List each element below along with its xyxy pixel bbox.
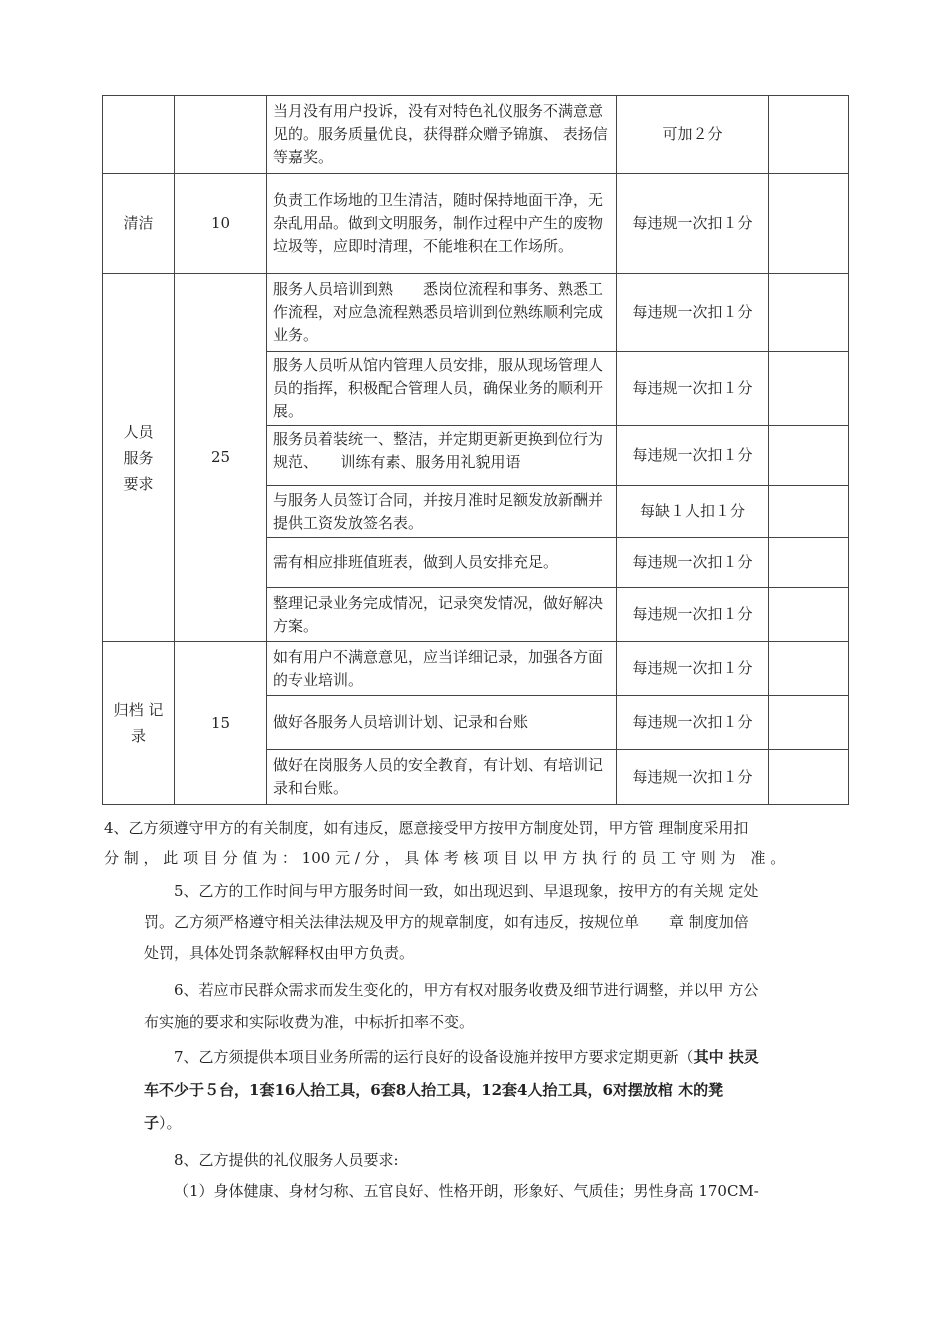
standard-cell: 每违规一次扣１分	[617, 750, 769, 805]
requirement-cell: 如有用户不满意意见，应当详细记录，加强各方面的专业培训。	[267, 642, 617, 696]
paragraph-7-end: ）。	[159, 1114, 182, 1132]
category-line: 要求	[123, 474, 154, 493]
paragraph-7-text: 7、乙方须提供本项目业务所需的运行良好的设备设施并按甲方要求定期更新（	[174, 1048, 694, 1066]
points-cell: 15	[175, 642, 267, 805]
standard-cell: 每违规一次扣１分	[617, 352, 769, 426]
remark-cell	[769, 642, 849, 696]
paragraph-7-bold-text: 其中 扶灵	[693, 1048, 759, 1066]
category-line: 服务	[123, 448, 154, 467]
remark-cell	[769, 352, 849, 426]
requirement-text: 服务员着装统一、整洁，并定期更新更换到位行为规范、 训练有素、服务用礼貌用语	[273, 429, 604, 471]
remark-cell	[769, 696, 849, 750]
remark-cell	[769, 588, 849, 642]
requirement-cell: 做好在岗服务人员的安全教育，有计划、有培训记录和台账。	[267, 750, 617, 805]
remark-cell	[769, 538, 849, 588]
paragraph-5-line3: 处罚，具体处罚条款解释权由甲方负责。	[144, 944, 415, 962]
paragraph-5-line1: 5、乙方的工作时间与甲方服务时间一致，如出现迟到、早退现象，按甲方的有关规 定处	[174, 882, 759, 900]
points-cell	[175, 96, 267, 174]
paragraph-4-line1: 4、乙方须遵守甲方的有关制度，如有违反，愿意接受甲方按甲方制度处罚，甲方管 理制度采用扣	[104, 819, 749, 837]
category-cell	[103, 96, 175, 174]
points-cell: 10	[175, 174, 267, 274]
standard-cell: 可加２分	[617, 96, 769, 174]
paragraph-7-bold-end: 子	[144, 1114, 160, 1132]
category-line: 归档 记	[113, 701, 164, 719]
paragraph-8: 8、乙方提供的礼仪服务人员要求:	[174, 1151, 399, 1169]
paragraph-5-line2: 罚。乙方须严格遵守相关法律法规及甲方的规章制度，如有违反，按规位单 章 制度加倍	[144, 913, 749, 931]
paragraph-7-line2: 车不少于５台，1套16人抬工具，6套8人抬工具，12套4人抬工具，6对摆放棺 木的凳	[144, 1081, 724, 1099]
standard-cell: 每违规一次扣１分	[617, 174, 769, 274]
requirement-cell: 需有相应排班值班表，做到人员安排充足。	[267, 538, 617, 588]
category-cell	[103, 274, 175, 642]
standard-cell: 每违规一次扣１分	[617, 538, 769, 588]
paragraph-4-line2: 分 制 ， 此 项 目 分 值 为 ： 100 元 / 分 ， 具 体 考 核 项 目 以 甲 方 执 行 的 员 工 守 则 为 准 。	[104, 849, 786, 867]
paragraph-6-line1: 6、若应市民群众需求而发生变化的，甲方有权对服务收费及细节进行调整，并以甲 方公	[174, 981, 759, 999]
standard-cell: 每违规一次扣１分	[617, 642, 769, 696]
table-row	[103, 274, 849, 352]
standard-cell: 每缺１人扣１分	[617, 486, 769, 538]
paragraph-7-line3	[144, 1108, 182, 1138]
table-row	[103, 96, 849, 174]
remark-cell	[769, 174, 849, 274]
table-row	[103, 174, 849, 274]
requirement-cell: 当月没有用户投诉，没有对特色礼仪服务不满意意见的。服务质量优良，获得群众赠予锦旗、 表扬信等嘉奖。	[267, 96, 617, 174]
requirement-cell	[267, 426, 617, 486]
standard-cell: 每违规一次扣１分	[617, 696, 769, 750]
category-cell	[103, 642, 175, 805]
remark-cell	[769, 274, 849, 352]
category-cell: 清洁	[103, 174, 175, 274]
paragraph-8-item-1: （1）身体健康、身材匀称、五官良好、性格开朗，形象好、气质佳；男性身高 170CM-	[174, 1182, 759, 1200]
requirement-cell: 做好各服务人员培训计划、记录和台账	[267, 696, 617, 750]
remark-cell	[769, 426, 849, 486]
standard-cell: 每违规一次扣１分	[617, 426, 769, 486]
requirement-cell: 负责工作场地的卫生清洁，随时保持地面干净，无杂乱用品。做到文明服务，制作过程中产生的废物垃圾等，应即时清理，不能堆积在工作场所。	[267, 174, 617, 274]
requirement-cell: 服务人员培训到熟 悉岗位流程和事务、熟悉工作流程，对应急流程熟悉员培训到位熟练顺利完成业务。	[267, 274, 617, 352]
remark-cell	[769, 96, 849, 174]
requirement-cell: 服务人员听从馆内管理人员安排，服从现场管理人员的指挥，积极配合管理人员，确保业务的顺利开展。	[267, 352, 617, 426]
category-line: 人员	[123, 422, 154, 441]
scoring-table	[102, 95, 849, 805]
requirement-cell: 整理记录业务完成情况，记录突发情况，做好解决方案。	[267, 588, 617, 642]
remark-cell	[769, 486, 849, 538]
category-line: 录	[130, 727, 146, 745]
requirement-cell: 与服务人员签订合同，并按月准时足额发放新酬并提供工资发放签名表。	[267, 486, 617, 538]
table-row	[103, 642, 849, 696]
paragraph-6-line2: 布实施的要求和实际收费为准，中标折扣率不变。	[144, 1013, 475, 1031]
standard-cell: 每违规一次扣１分	[617, 274, 769, 352]
standard-cell: 每违规一次扣１分	[617, 588, 769, 642]
remark-cell	[769, 750, 849, 805]
points-cell: 25	[175, 274, 267, 642]
paragraph-7-line1	[174, 1042, 759, 1072]
